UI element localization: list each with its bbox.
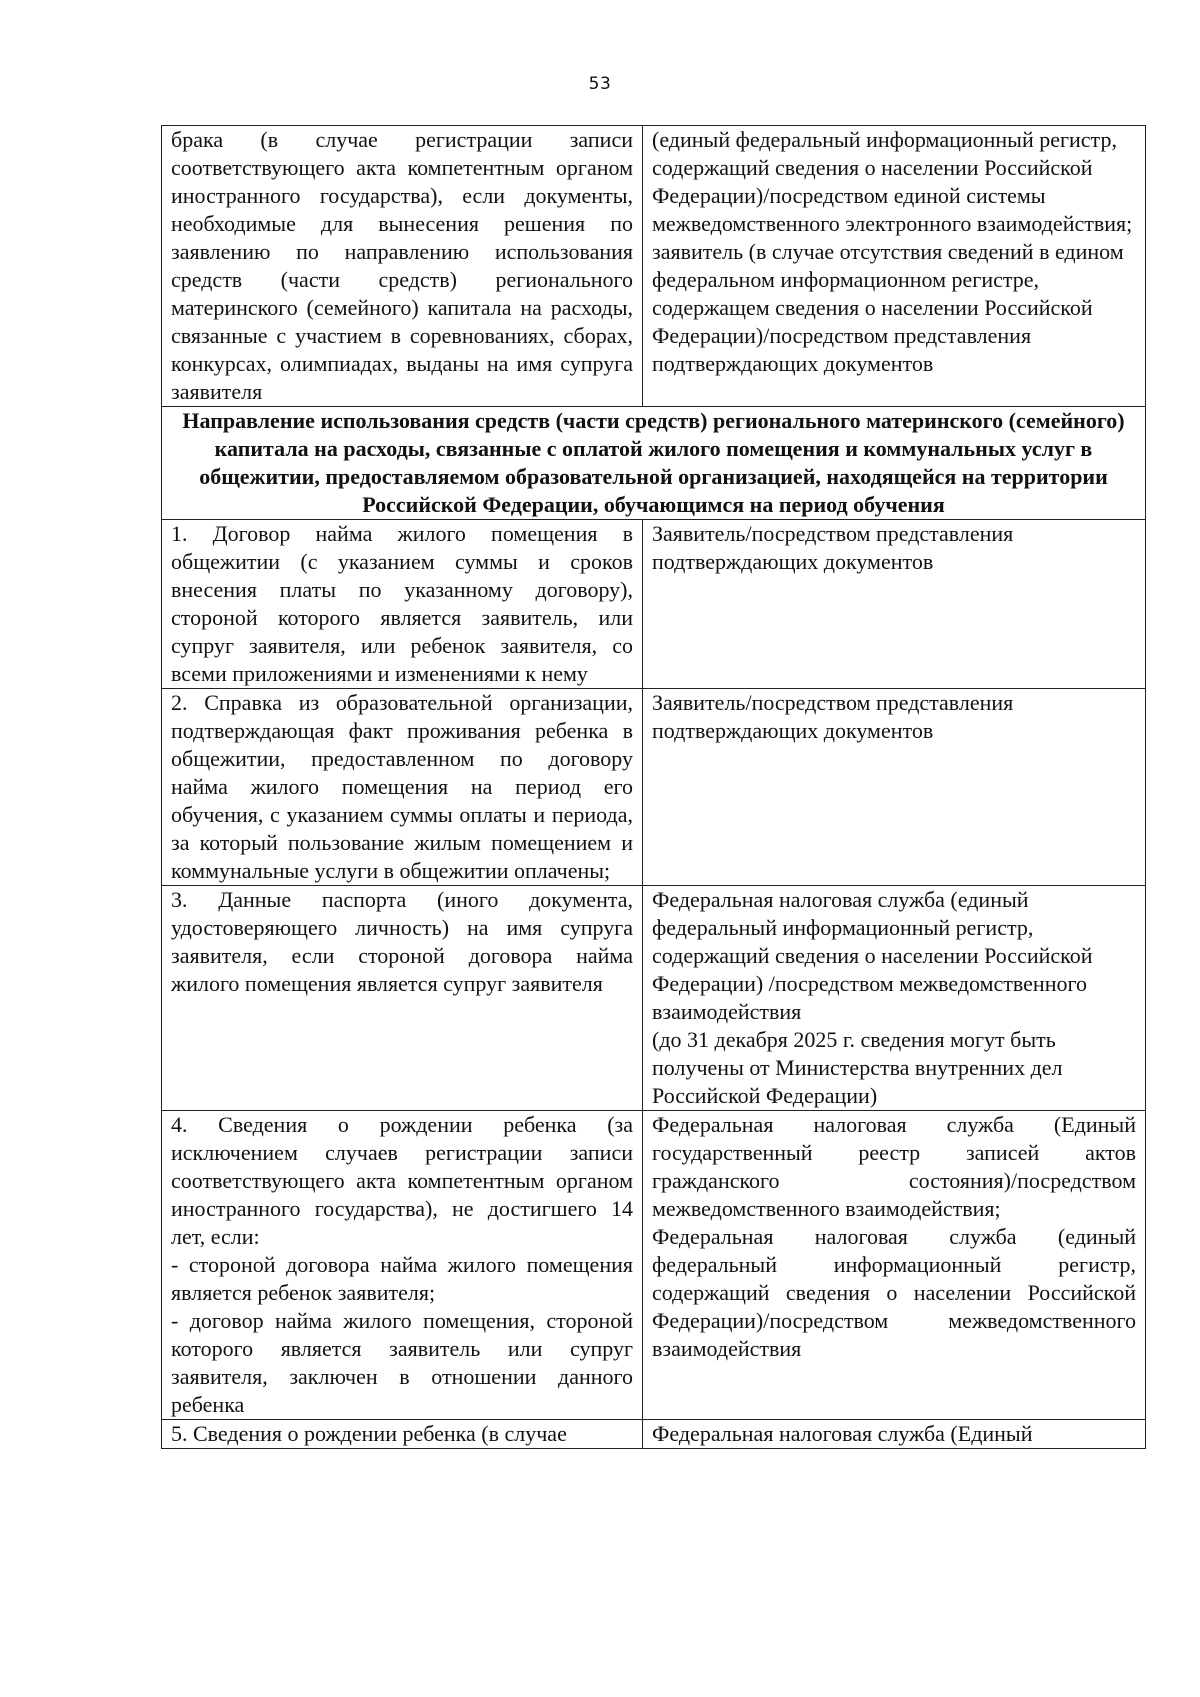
cell-text: - договор найма жилого помещения, стороной которого является заявитель или супруг заявителя, заключен в отношении данного ребенка: [171, 1308, 633, 1417]
table-cell-right: [643, 1111, 1146, 1420]
cell-text: 5. Сведения о рождении ребенка (в случае: [171, 1421, 567, 1446]
cell-text: 2. Справка из образовательной организации, подтверждающая факт проживания ребенка в общежитии, предоставленном по договору найма жилого помещения на период его обучения, с указанием суммы оплаты и периода, за который пользование жилым помещением и коммунальные услуги в общежитии оплачены;: [171, 690, 633, 883]
cell-text: 4. Сведения о рождении ребенка (за исключением случаев регистрации записи соответствующего акта компетентным органом иностранного государства), не достигшего 14 лет, если:: [171, 1112, 633, 1249]
table-cell-left: [162, 520, 643, 689]
table-row: [162, 520, 1146, 689]
table-cell-right: [643, 520, 1146, 689]
cell-text: Федеральная налоговая служба (единый федеральный информационный регистр, содержащий сведения о населении Российской Федерации)/посредством межведомственного взаимодействия: [652, 1224, 1136, 1361]
cell-text: Заявитель/посредством представления подтверждающих документов: [652, 690, 1014, 743]
table-cell-left: [162, 1420, 643, 1449]
document-table: [161, 125, 1146, 1449]
table-row: [162, 886, 1146, 1111]
table-row: [162, 1111, 1146, 1420]
cell-text: - стороной договора найма жилого помещения является ребенок заявителя;: [171, 1252, 633, 1305]
section-heading-row: [162, 407, 1146, 520]
cell-text: Федеральная налоговая служба (единый федеральный информационный регистр, содержащий сведения о населении Российской Федерации) /посредством межведомственного взаимодействия: [652, 887, 1093, 1024]
page-number: 53: [588, 74, 612, 94]
cell-text: брака (в случае регистрации записи соответствующего акта компетентным органом иностранного государства), если документы, необходимые для вынесения решения по заявлению по направлению использования средств (части средств) регионального материнского (семейного) капитала на расходы, связанные с участием в соревнованиях, сборах, конкурсах, олимпиадах, выданы на имя супруга заявителя: [171, 127, 633, 404]
table-row: [162, 689, 1146, 886]
table-row: [162, 1420, 1146, 1449]
cell-text: Федеральная налоговая служба (Единый: [652, 1421, 1033, 1446]
table-row: [162, 126, 1146, 407]
table-cell-left: [162, 1111, 643, 1420]
cell-text: 1. Договор найма жилого помещения в общежитии (с указанием суммы и сроков внесения платы по указанному договору), стороной которого является заявитель, или супруг заявителя, или ребенок заявителя, со всеми приложениями и изменениями к нему: [171, 521, 633, 686]
table-cell-left: [162, 886, 643, 1111]
cell-text: (до 31 декабря 2025 г. сведения могут быть получены от Министерства внутренних дел Российской Федерации): [652, 1027, 1063, 1108]
table-cell-right: [643, 886, 1146, 1111]
cell-text: Федеральная налоговая служба (Единый государственный реестр записей актов гражданского состояния)/посредством межведомственного взаимодействия;: [652, 1112, 1136, 1221]
cell-text: заявитель (в случае отсутствия сведений в едином федеральном информационном регистре, содержащем сведения о населении Российской Федерации)/посредством представления подтверждающих документов: [652, 239, 1124, 376]
cell-text: (единый федеральный информационный регистр, содержащий сведения о населении Российской Федерации)/посредством единой системы межведомственного электронного взаимодействия;: [652, 127, 1133, 236]
cell-text: 3. Данные паспорта (иного документа, удостоверяющего личность) на имя супруга заявителя, если стороной договора найма жилого помещения является супруг заявителя: [171, 887, 633, 996]
table-cell-right: [643, 126, 1146, 407]
table-cell-right: [643, 1420, 1146, 1449]
section-heading: Направление использования средств (части средств) регионального материнского (семейного) капитала на расходы, связанные с оплатой жилого помещения и коммунальных услуг в общежитии, предоставляемом образовательной организацией, находящейся на территории Российской Федерации, обучающимся на период обучения: [162, 407, 1146, 520]
table-cell-right: [643, 689, 1146, 886]
table-cell-left: [162, 126, 643, 407]
table-cell-left: [162, 689, 643, 886]
cell-text: Заявитель/посредством представления подтверждающих документов: [652, 521, 1014, 574]
